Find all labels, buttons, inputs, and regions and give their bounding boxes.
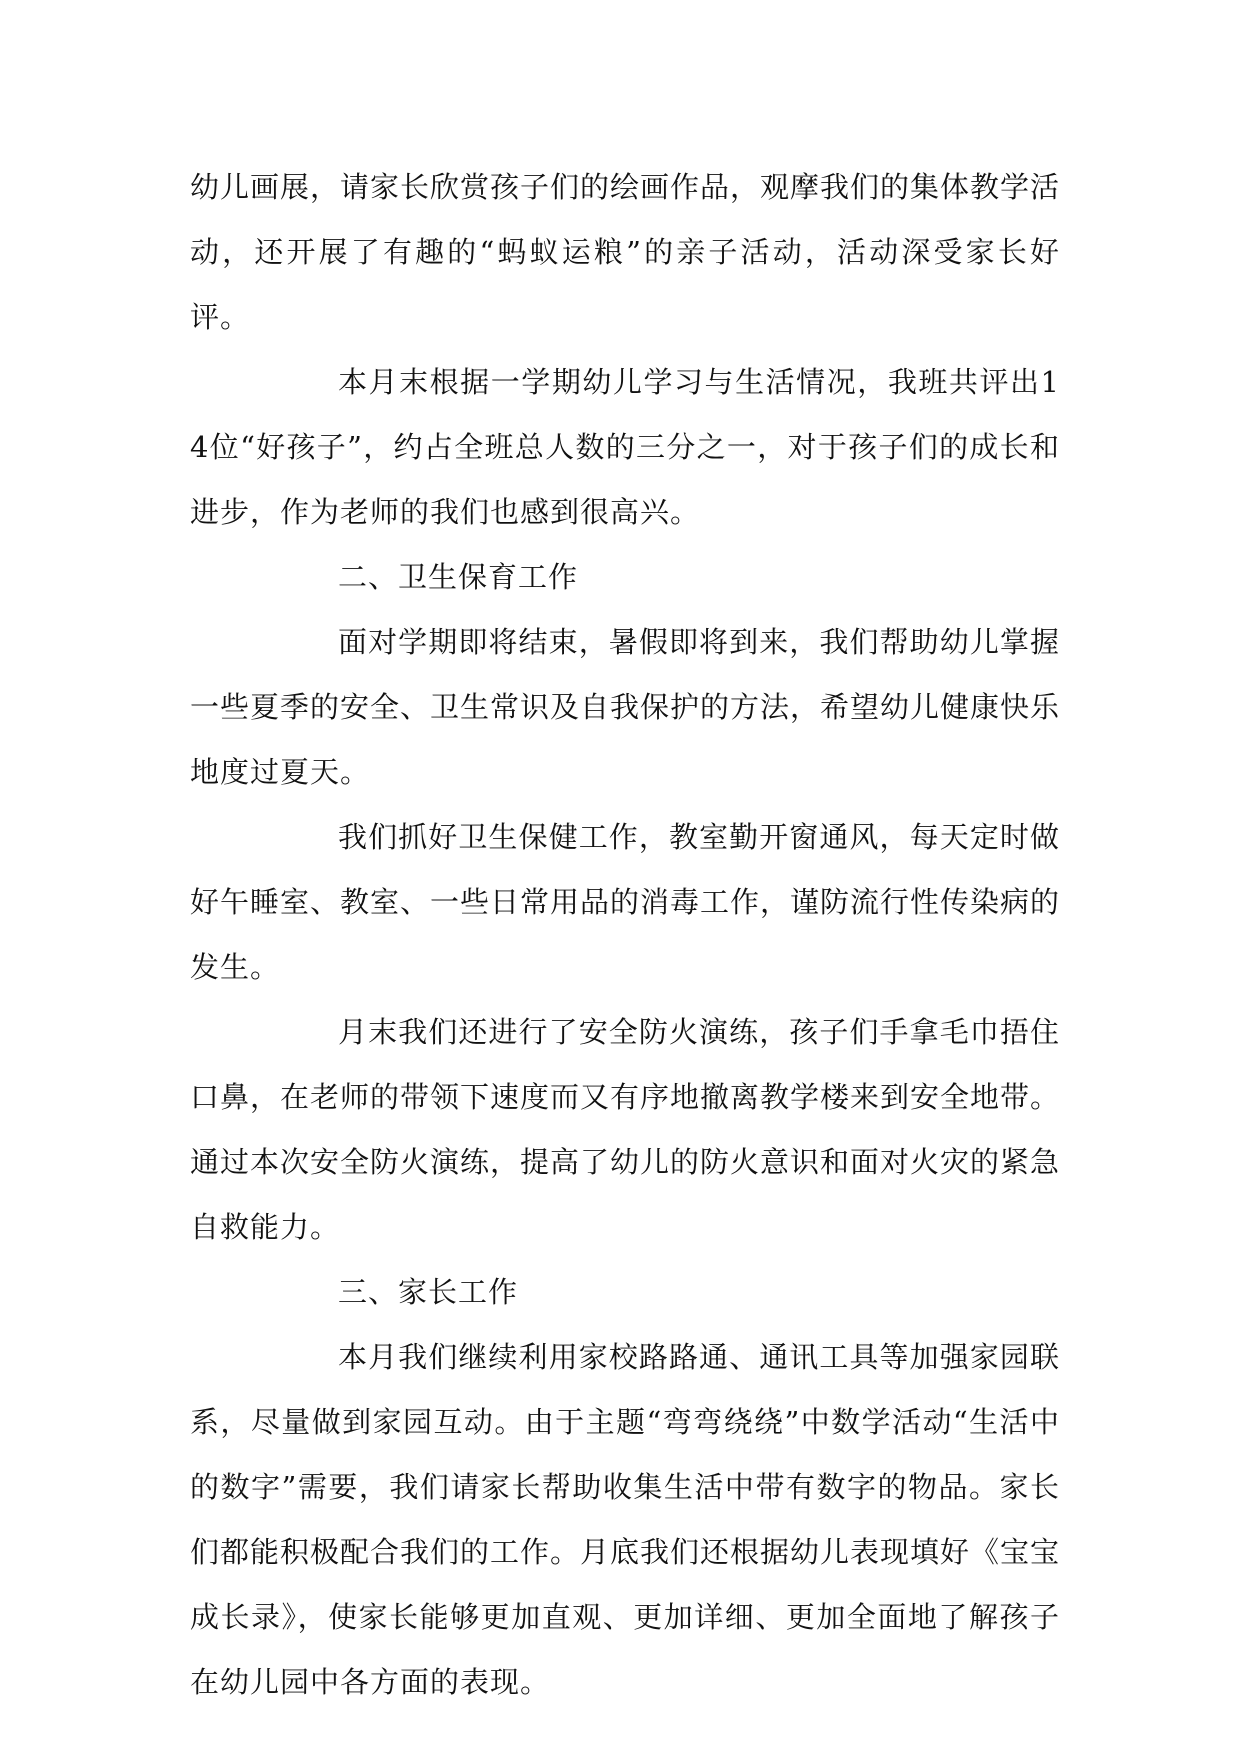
paragraph-summer-safety: 面对学期即将结束，暑假即将到来，我们帮助幼儿掌握一些夏季的安全、卫生常识及自我保护的方法，希望幼儿健康快乐地度过夏天。 (190, 625, 1061, 789)
paragraph-good-children: 本月末根据一学期幼儿学习与生活情况，我班共评出14位“好孩子”，约占全班总人数的三分之一，对于孩子们的成长和进步，作为老师的我们也感到很高兴。 (190, 365, 1060, 529)
paragraph-fire-drill: 月末我们还进行了安全防火演练，孩子们手拿毛巾捂住口鼻，在老师的带领下速度而又有序地撤离教学楼来到安全地带。通过本次安全防火演练，提高了幼儿的防火意识和面对火灾的紧急自救能力。 (190, 1015, 1061, 1244)
section-heading-parents: 三、家长工作 (338, 1275, 519, 1309)
document-body (190, 155, 1060, 1715)
paragraph-parent-work: 本月我们继续利用家校路路通、通讯工具等加强家园联系，尽量做到家园互动。由于主题“弯弯绕绕”中数学活动“生活中的数字”需要，我们请家长帮助收集生活中带有数字的物品。家长们都能积极配合我们的工作。月底我们还根据幼儿表现填好《宝宝成长录》，使家长能够更加直观、更加详细、更加全面地了解孩子在幼儿园中各方面的表现。 (190, 1340, 1061, 1699)
paragraph-health-care: 我们抓好卫生保健工作，教室勤开窗通风，每天定时做好午睡室、教室、一些日常用品的消毒工作，谨防流行性传染病的发生。 (190, 820, 1061, 984)
paragraph-continued: 幼儿画展，请家长欣赏孩子们的绘画作品，观摩我们的集体教学活动，还开展了有趣的“蚂蚁运粮”的亲子活动，活动深受家长好评。 (190, 170, 1061, 334)
section-heading-hygiene: 二、卫生保育工作 (338, 560, 579, 594)
